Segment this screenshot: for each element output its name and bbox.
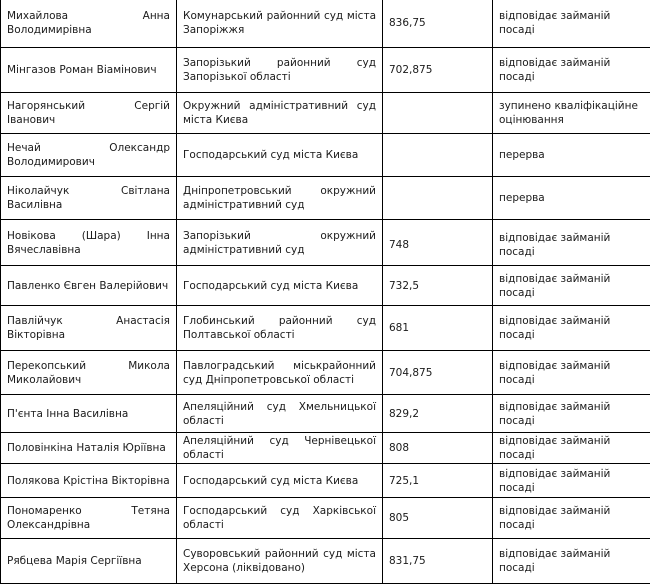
- status-cell: відповідає займаній посаді: [493, 306, 650, 351]
- judge-name-cell: Полякова Крістіна Вікторівна: [1, 464, 177, 498]
- table-row: [1, 134, 650, 177]
- status-cell: перерва: [493, 134, 650, 177]
- status-cell: відповідає займаній посаді: [493, 498, 650, 539]
- status-cell: відповідає займаній посаді: [493, 395, 650, 433]
- judge-name-cell: Пономаренко Тетяна Олександрівна: [1, 498, 177, 539]
- table-row: [1, 464, 650, 498]
- score-cell: [383, 134, 493, 177]
- judge-name-cell: Новікова (Шара) Інна Вячеславівна: [1, 220, 177, 266]
- score-cell: [383, 93, 493, 134]
- table-row: [1, 395, 650, 433]
- status-cell: відповідає займаній посаді: [493, 48, 650, 93]
- court-cell: Дніпропетровський окружний адміністративний суд: [177, 177, 383, 220]
- court-cell: Апеляційний суд Хмельницької області: [177, 395, 383, 433]
- court-cell: Господарський суд міста Києва: [177, 464, 383, 498]
- score-cell: 808: [383, 433, 493, 464]
- court-cell: Глобинський районний суд Полтавської області: [177, 306, 383, 351]
- table-row: [1, 177, 650, 220]
- court-cell: Господарський суд міста Києва: [177, 134, 383, 177]
- score-cell: 732,5: [383, 266, 493, 306]
- court-cell: Запорізький районний суд Запорізької області: [177, 48, 383, 93]
- status-cell: відповідає займаній посаді: [493, 464, 650, 498]
- table-row: [1, 539, 650, 584]
- judge-name-cell: Михайлова Анна Володимирівна: [1, 0, 177, 48]
- status-cell: відповідає займаній посаді: [493, 266, 650, 306]
- score-cell: 805: [383, 498, 493, 539]
- status-cell: відповідає займаній посаді: [493, 0, 650, 48]
- judge-name-cell: Рябцева Марія Сергіївна: [1, 539, 177, 584]
- score-cell: 748: [383, 220, 493, 266]
- score-cell: 829,2: [383, 395, 493, 433]
- score-cell: 725,1: [383, 464, 493, 498]
- score-cell: 836,75: [383, 0, 493, 48]
- court-cell: Господарський суд Харківської області: [177, 498, 383, 539]
- judge-name-cell: Нечай Олександр Володимирович: [1, 134, 177, 177]
- table-row: [1, 498, 650, 539]
- court-cell: Комунарський районний суд міста Запоріжжя: [177, 0, 383, 48]
- judge-name-cell: Павленко Євген Валерійович: [1, 266, 177, 306]
- judge-name-cell: Перекопський Микола Миколайович: [1, 351, 177, 395]
- court-cell: Апеляційний суд Чернівецької області: [177, 433, 383, 464]
- score-cell: 831,75: [383, 539, 493, 584]
- score-cell: 702,875: [383, 48, 493, 93]
- status-cell: відповідає займаній посаді: [493, 220, 650, 266]
- table-row: [1, 266, 650, 306]
- court-cell: Суворовський районний суд міста Херсона (ліквідовано): [177, 539, 383, 584]
- judge-name-cell: Половінкіна Наталія Юріївна: [1, 433, 177, 464]
- status-cell: відповідає займаній посаді: [493, 433, 650, 464]
- judge-name-cell: П'єнта Інна Василівна: [1, 395, 177, 433]
- table-row: [1, 0, 650, 48]
- status-cell: перерва: [493, 177, 650, 220]
- court-cell: Окружний адміністративний суд міста Києва: [177, 93, 383, 134]
- judge-name-cell: Мінгазов Роман Віамінович: [1, 48, 177, 93]
- table-row: [1, 220, 650, 266]
- table-row: [1, 48, 650, 93]
- court-cell: Господарський суд міста Києва: [177, 266, 383, 306]
- court-cell: Запорізький окружний адміністративний суд: [177, 220, 383, 266]
- judge-name-cell: Нагорянський Сергій Іванович: [1, 93, 177, 134]
- status-cell: відповідає займаній посаді: [493, 351, 650, 395]
- court-cell: Павлоградський міськрайонний суд Дніпропетровської області: [177, 351, 383, 395]
- status-cell: зупинено кваліфікаційне оцінювання: [493, 93, 650, 134]
- judge-name-cell: Павлійчук Анастасія Вікторівна: [1, 306, 177, 351]
- table-row: [1, 433, 650, 464]
- status-cell: відповідає займаній посаді: [493, 539, 650, 584]
- judge-name-cell: Ніколайчук Світлана Василівна: [1, 177, 177, 220]
- score-cell: 704,875: [383, 351, 493, 395]
- score-cell: [383, 177, 493, 220]
- score-cell: 681: [383, 306, 493, 351]
- table-row: [1, 93, 650, 134]
- table-row: [1, 306, 650, 351]
- table-row: [1, 351, 650, 395]
